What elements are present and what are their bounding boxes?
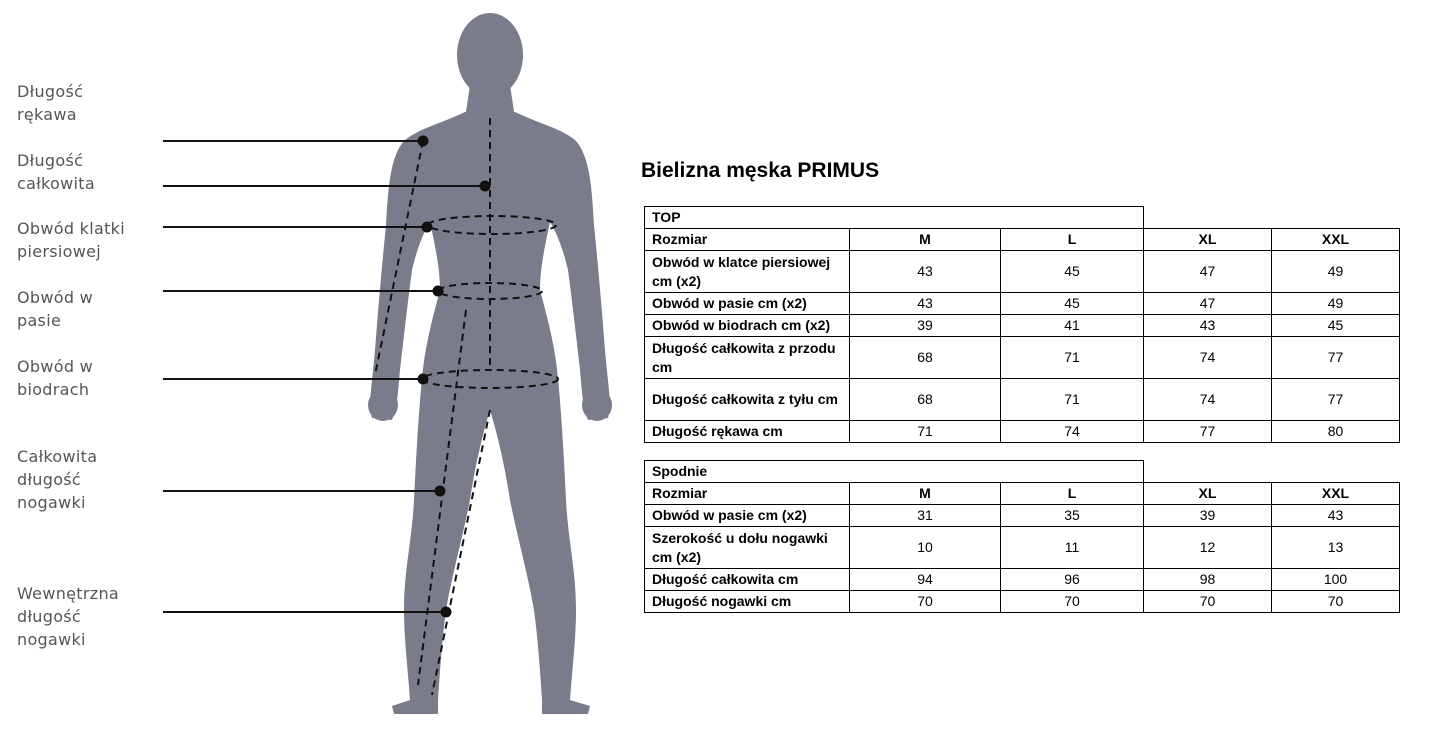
table-cell: 31 — [850, 505, 1001, 527]
table-cell: 39 — [850, 315, 1001, 337]
label-sleeve-length: Długość rękawa — [17, 82, 84, 124]
row-label: Szerokość u dołu nogawki cm (x2) — [645, 527, 850, 569]
table-cell: 71 — [850, 421, 1001, 443]
page-title: Bielizna męska PRIMUS — [641, 159, 880, 182]
header-cell: L — [1001, 229, 1144, 251]
row-label: Obwód w pasie cm (x2) — [645, 505, 850, 527]
table-cell: 98 — [1144, 569, 1272, 591]
header-cell: XL — [1144, 229, 1272, 251]
table-cell: 45 — [1272, 315, 1400, 337]
header-cell: XXL — [1272, 229, 1400, 251]
table-cell: 43 — [1144, 315, 1272, 337]
header-cell: Rozmiar — [645, 229, 850, 251]
table-cell: 100 — [1272, 569, 1400, 591]
label-total-leg-length: Całkowita długość nogawki — [17, 447, 98, 512]
table-row — [645, 505, 1400, 527]
table-cell: 49 — [1272, 251, 1400, 293]
table-cell: 49 — [1272, 293, 1400, 315]
table-row — [645, 527, 1400, 569]
table-cell: 96 — [1001, 569, 1144, 591]
table-cell: 77 — [1272, 379, 1400, 421]
size-table-top — [644, 206, 1400, 443]
header-cell: XL — [1144, 483, 1272, 505]
table-header-row — [645, 229, 1400, 251]
header-cell: L — [1001, 483, 1144, 505]
header-cell: M — [850, 483, 1001, 505]
section-title: TOP — [645, 207, 1144, 229]
table-cell: 74 — [1001, 421, 1144, 443]
row-label: Obwód w pasie cm (x2) — [645, 293, 850, 315]
table-cell: 39 — [1144, 505, 1272, 527]
table-cell: 43 — [850, 251, 1001, 293]
table-cell: 77 — [1272, 337, 1400, 379]
table-cell: 10 — [850, 527, 1001, 569]
table-row — [645, 251, 1400, 293]
row-label: Długość całkowita z przodu cm — [645, 337, 850, 379]
table-header-row — [645, 483, 1400, 505]
table-cell: 47 — [1144, 293, 1272, 315]
table-row — [645, 293, 1400, 315]
table-cell: 47 — [1144, 251, 1272, 293]
table-cell: 43 — [1272, 505, 1400, 527]
label-hip-circumference: Obwód w biodrach — [17, 357, 94, 399]
table-cell: 70 — [1144, 591, 1272, 613]
table-cell: 70 — [1272, 591, 1400, 613]
size-table-spodnie — [644, 460, 1400, 613]
table-cell: 41 — [1001, 315, 1144, 337]
label-inseam-length: Wewnętrzna długość nogawki — [17, 584, 119, 649]
row-label: Długość rękawa cm — [645, 421, 850, 443]
table-cell: 70 — [1001, 591, 1144, 613]
table-cell: 68 — [850, 337, 1001, 379]
table-section-row — [645, 461, 1400, 483]
row-label: Długość całkowita z tyłu cm — [645, 379, 850, 421]
table-row — [645, 379, 1400, 421]
table-cell: 13 — [1272, 527, 1400, 569]
header-cell: Rozmiar — [645, 483, 850, 505]
table-cell: 71 — [1001, 337, 1144, 379]
header-cell: M — [850, 229, 1001, 251]
row-label: Obwód w klatce piersiowej cm (x2) — [645, 251, 850, 293]
section-title: Spodnie — [645, 461, 1144, 483]
label-chest-circumference: Obwód klatki piersiowej — [17, 219, 125, 261]
table-cell: 45 — [1001, 293, 1144, 315]
table-cell: 77 — [1144, 421, 1272, 443]
table-cell: 70 — [850, 591, 1001, 613]
table-row — [645, 591, 1400, 613]
row-label: Długość całkowita cm — [645, 569, 850, 591]
table-row — [645, 315, 1400, 337]
table-cell: 68 — [850, 379, 1001, 421]
label-total-length: Długość całkowita — [17, 151, 95, 193]
table-cell: 94 — [850, 569, 1001, 591]
table-row — [645, 569, 1400, 591]
label-waist-circumference: Obwód w pasie — [17, 288, 94, 330]
header-cell: XXL — [1272, 483, 1400, 505]
row-label: Obwód w biodrach cm (x2) — [645, 315, 850, 337]
table-section-row — [645, 207, 1400, 229]
row-label: Długość nogawki cm — [645, 591, 850, 613]
table-cell: 74 — [1144, 337, 1272, 379]
table-cell: 12 — [1144, 527, 1272, 569]
table-cell: 71 — [1001, 379, 1144, 421]
table-row — [645, 337, 1400, 379]
table-cell: 74 — [1144, 379, 1272, 421]
body-measurement-figure — [0, 0, 640, 731]
table-cell: 80 — [1272, 421, 1400, 443]
table-cell: 45 — [1001, 251, 1144, 293]
table-row — [645, 421, 1400, 443]
table-cell: 43 — [850, 293, 1001, 315]
table-cell: 11 — [1001, 527, 1144, 569]
table-cell: 35 — [1001, 505, 1144, 527]
